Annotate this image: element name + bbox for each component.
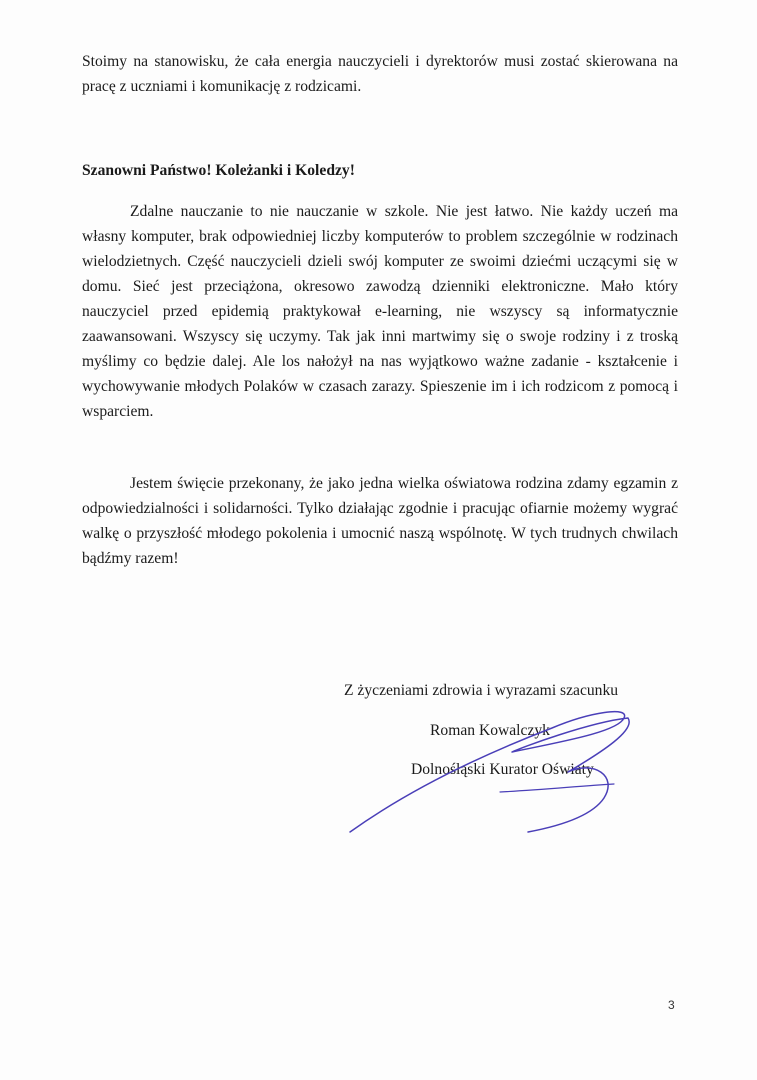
closing-regards: Z życzeniami zdrowia i wyrazami szacunku xyxy=(344,682,619,699)
paragraph-conviction: Jestem święcie przekonany, że jako jedna wielka oświatowa rodzina zdamy egzamin z odpowiedzialności i solidarności. Tylko działając zgodnie i pracując ofiarnie możemy wygrać walkę o przyszłość młodego pokolenia i umocnić naszą wspólnotę. W tych trudnych chwilach bądźmy razem! xyxy=(82,475,678,567)
paragraph-remote-learning: Zdalne nauczanie to nie nauczanie w szkole. Nie jest łatwo. Nie każdy uczeń ma własny komputer, brak odpowiedniej liczby komputerów to problem szczególnie w rodzinach wielodzietnych. Część nauczycieli dzieli swój komputer ze swoimi dziećmi uczącymi się w domu. Sieć jest przeciążona, okresowo zawodzą dzienniki elektroniczne. Mało który nauczyciel przed epidemią praktykował e-learning, nie wszyscy są informatycznie zaawansowani. Wszyscy się uczymy. Tak jak inni martwimy się o swoje rodziny i z troską myślimy co będzie dalej. Ale los nałożył na nas wyjątkowo ważne zadanie - kształcenie i wychowywanie młodych Polaków w czasach zarazy. Spieszenie im i ich rodzicom z pomocą i wsparciem. xyxy=(82,203,678,420)
greeting: Szanowni Państwo! Koleżanki i Koledzy! xyxy=(82,162,355,179)
paragraph-intro: Stoimy na stanowisku, że cała energia nauczycieli i dyrektorów musi zostać skierowana na pracę z uczniami i komunikację z rodzicami. xyxy=(82,53,678,95)
page-number: 3 xyxy=(668,998,675,1012)
signer-name: Roman Kowalczyk xyxy=(430,722,550,739)
signer-title: Dolnośląski Kurator Oświaty xyxy=(411,761,594,778)
